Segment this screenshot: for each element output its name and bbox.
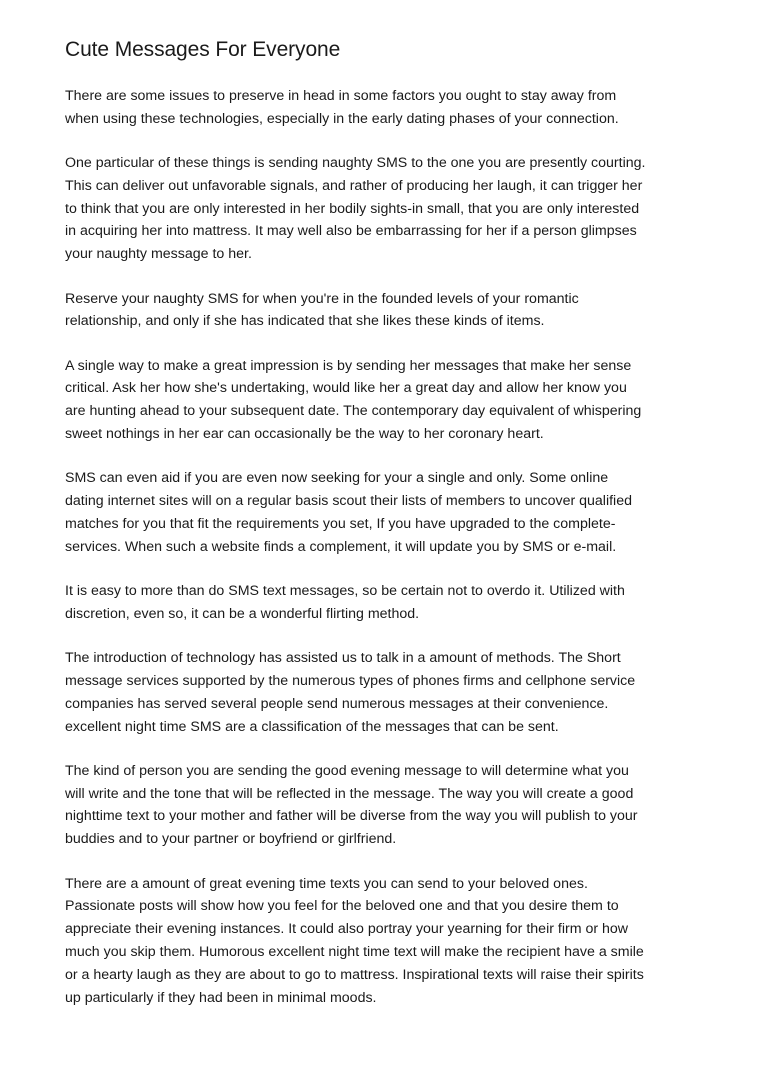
paragraph: One particular of these things is sending naughty SMS to the one you are presently courting. This can deliver out unfavorable signals, and rather of producing her laugh, it can trigger her to think that you are only interested in her bodily sights-in small, that you are only interested in acquiring her into mattress. It may well also be embarrassing for her if a person glimpses your naughty message to her. <box>65 155 646 263</box>
paragraph: There are some issues to preserve in head in some factors you ought to stay away from when using these technologies, especially in the early dating phases of your connection. <box>65 88 619 127</box>
page-title: Cute Messages For Everyone <box>65 38 341 61</box>
paragraph: Reserve your naughty SMS for when you're in the founded levels of your romantic relationship, and only if she has indicated that she likes these kinds of items. <box>65 290 579 330</box>
paragraph: The introduction of technology has assisted us to talk in a amount of methods. The Short message services supported by the numerous types of phones firms and cellphone service companies has served several people send numerous messages at their convenience. excellent night time SMS are a classification of the messages that can be sent. <box>65 650 636 735</box>
paragraph: There are a amount of great evening time texts you can send to your beloved ones. Passionate posts will show how you feel for the beloved one and that you desire them to appreciate their evening instances. It could also portray your yearning for their firm or how much you skip them. Humorous excellent night time text will make the recipient have a smile or a hearty laugh as they are about to go to mattress. Inspirational texts will raise their spirits up particularly if they had been in minimal moods. <box>65 875 644 1006</box>
paragraph: A single way to make a great impression is by sending her messages that make her sense critical. Ask her how she's undertaking, would like her a great day and allow her know you are hunting ahead to your subsequent date. The contemporary day equivalent of whispering sweet nothings in her ear can occasionally be the way to her coronary heart. <box>65 357 642 443</box>
paragraph: SMS can even aid if you are even now seeking for your a single and only. Some online dating internet sites will on a regular basis scout their lists of members to uncover qualified matches for you that fit the requirements you set, If you have upgraded to the complete- services. When such a website finds a complement, it will update you by SMS or e-mail. <box>65 470 632 555</box>
document-page <box>65 36 715 1031</box>
paragraph: It is easy to more than do SMS text messages, so be certain not to overdo it. Utilized with discretion, even so, it can be a wonderful flirting method. <box>65 583 625 622</box>
paragraph: The kind of person you are sending the good evening message to will determine what you will write and the tone that will be reflected in the message. The way you will create a good nighttime text to your mother and father will be diverse from the way you will publish to your buddies and to your partner or boyfriend or girlfriend. <box>65 762 638 848</box>
